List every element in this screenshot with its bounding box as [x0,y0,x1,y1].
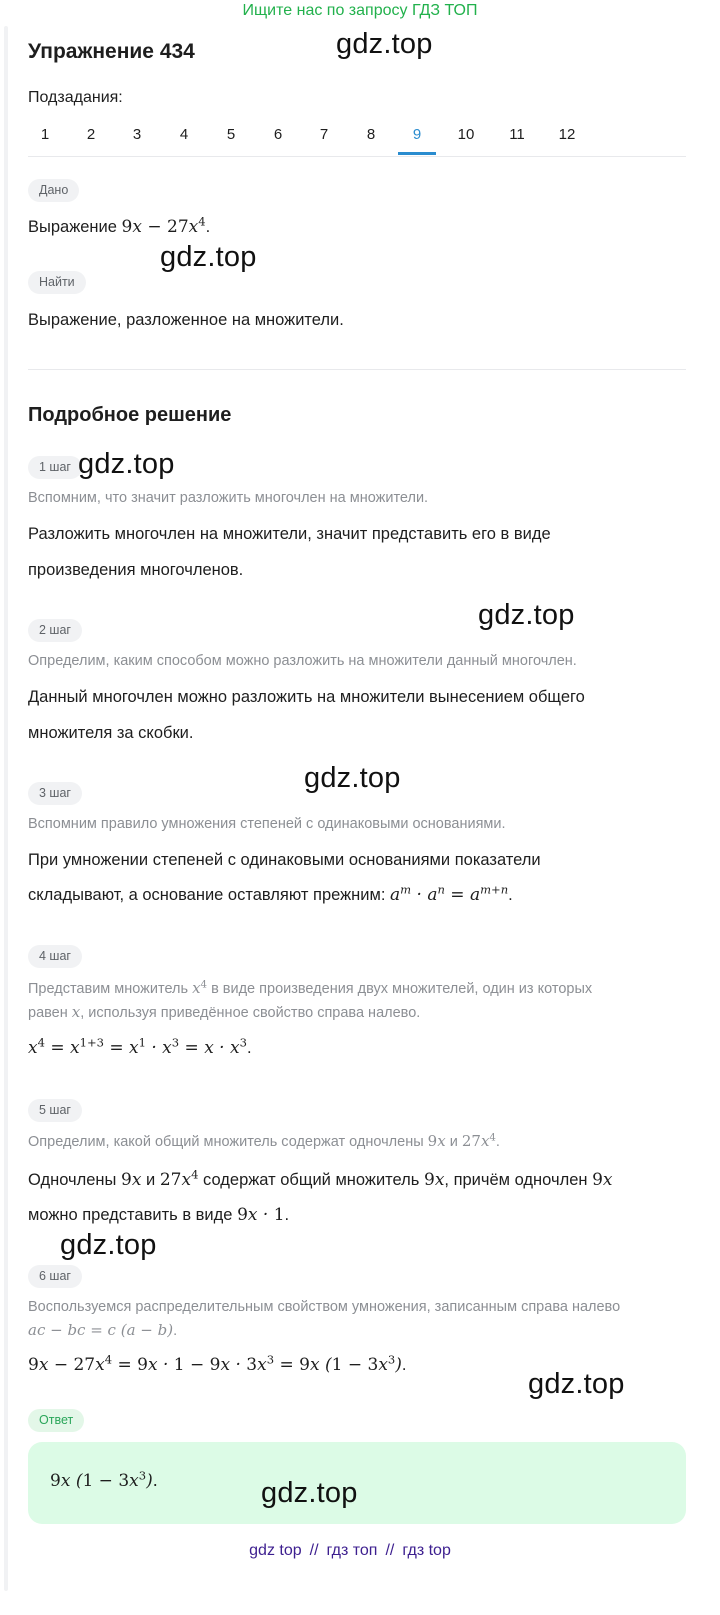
tab-7[interactable]: 7 [319,126,329,143]
watermark: gdz.top [304,762,401,794]
step-5-line-1-c: содержат общий множитель [203,1171,420,1189]
footer-link-2[interactable]: гдз топ [326,1542,378,1559]
watermark: gdz.top [78,448,175,480]
step-2-hint: Определим, каким способом можно разложить на множители данный многочлен. [28,653,577,669]
step-4-hint-a: Представим множитель [28,981,189,997]
tab-10[interactable]: 10 [457,126,475,143]
power-rule-formula: $a^m \cdot a^n = a^{m+n}$ [390,882,509,905]
tab-5[interactable]: 5 [226,126,236,143]
tab-3[interactable]: 3 [132,126,142,143]
step-6-label: 6 шаг [28,1265,82,1288]
tab-2[interactable]: 2 [86,126,96,143]
step-6-formula: $9x - 27x^4 = 9x \cdot 1 - 9x \cdot 3x^3 = 9x$ $(1 - 3x^3)$. [28,1352,407,1375]
tab-4[interactable]: 4 [179,126,189,143]
watermark: gdz.top [528,1368,625,1400]
step-3-line-2: складывают, а основание оставляют прежним: $a^m \cdot a^n = a^{m+n}$. [28,882,513,905]
subtasks-label: Подзадания: [28,89,123,106]
step-4-hint-c: равен [28,1005,68,1021]
step-1-line-2: произведения многочленов. [28,561,244,579]
footer-sep: // [309,1542,319,1559]
step-5-line-1-b: и [146,1171,156,1189]
top-banner: Ищите нас по запросу ГДЗ ТОП [242,2,478,19]
step-4-formula: $x^4 = x^{1+3} = x^1 \cdot x^3 = x \cdot x^3$. [28,1035,252,1058]
step-1-hint: Вспомним, что значит разложить многочлен на множители. [28,490,429,506]
step-4-hint-line-2 [28,1003,420,1021]
tab-6[interactable]: 6 [273,126,283,143]
solution-title: Подробное решение [28,404,232,426]
answer-expression: 9x $(1 - 3x^3)$. [50,1468,158,1491]
step-5-line-2-text: можно представить в виде [28,1206,233,1224]
tab-8[interactable]: 8 [366,126,376,143]
step-3-line-2-text: складывают, а основание оставляют прежним: [28,886,386,904]
step-2-line-1: Данный многочлен можно разложить на множители вынесением общего [28,688,585,706]
tab-11[interactable]: 11 [509,126,525,143]
step-4-hint-b: в виде произведения двух множителей, один из которых [211,981,593,997]
tab-1[interactable]: 1 [40,126,50,143]
step-5-hint-b: и [449,1134,458,1150]
hint-x4: $x^4$ [192,979,208,997]
step-3-label: 3 шаг [28,782,82,805]
find-text: Выражение, разложенное на множители. [28,311,344,329]
given-label: Дано [28,179,79,202]
step-6-hint-formula: ac − bc = c (a − b). [28,1321,178,1339]
footer-link-3[interactable]: гдз top [402,1542,451,1559]
page-title: Упражнение 434 [28,40,195,63]
step-4-label: 4 шаг [28,945,82,968]
step-5-hint-a: Определим, какой общий множитель содержат одночлены [28,1134,424,1150]
watermark: gdz.top [60,1229,157,1261]
step-5-hint: Определим, какой общий множитель содержат одночлены 9x и $27x^4$. [28,1132,500,1150]
watermark: gdz.top [261,1477,358,1509]
step-3-hint: Вспомним правило умножения степеней с одинаковыми основаниями. [28,816,506,832]
watermark: gdz.top [478,599,575,631]
step-5-line-2: можно представить в виде 9x · 1. [28,1205,290,1225]
subtask-tabs [28,122,686,157]
step-2-label: 2 шаг [28,619,82,642]
step-4-hint-line-1 [28,979,592,997]
answer-label: Ответ [28,1409,84,1432]
step-5-line-1-a: Одночлены [28,1171,117,1189]
tab-12[interactable]: 12 [558,126,576,143]
tab-9[interactable]: 9 [398,122,436,155]
given-text-label: Выражение [28,218,117,236]
hint-x: x [71,1003,81,1021]
footer [0,1542,700,1560]
divider [28,369,686,370]
left-rule [4,26,8,1591]
footer-link-1[interactable]: gdz top [249,1542,302,1559]
watermark: gdz.top [160,241,257,273]
step-1-line-1: Разложить многочлен на множители, значит представить его в виде [28,525,551,543]
step-6-hint: Воспользуемся распределительным свойством умножения, записанным справа налево [28,1299,621,1315]
step-5-label: 5 шаг [28,1099,82,1122]
step-2-line-2: множителя за скобки. [28,724,194,742]
step-4-hint-d: , используя приведённое свойство справа налево. [80,1005,421,1021]
find-label: Найти [28,271,86,294]
step-5-line-1: Одночлены 9x и $27x^4$ содержат общий множитель 9x, причём одночлен 9x [28,1167,613,1190]
step-3-line-1: При умножении степеней с одинаковыми основаниями показатели [28,851,541,869]
given-expression: $9x - 27x^4$ [121,214,206,237]
watermark: gdz.top [336,28,433,60]
step-5-line-1-d: , причём одночлен [444,1171,588,1189]
footer-sep: // [385,1542,395,1559]
step-1-label: 1 шаг [28,456,82,479]
given-text: Выражение $9x - 27x^4$. [28,214,211,237]
